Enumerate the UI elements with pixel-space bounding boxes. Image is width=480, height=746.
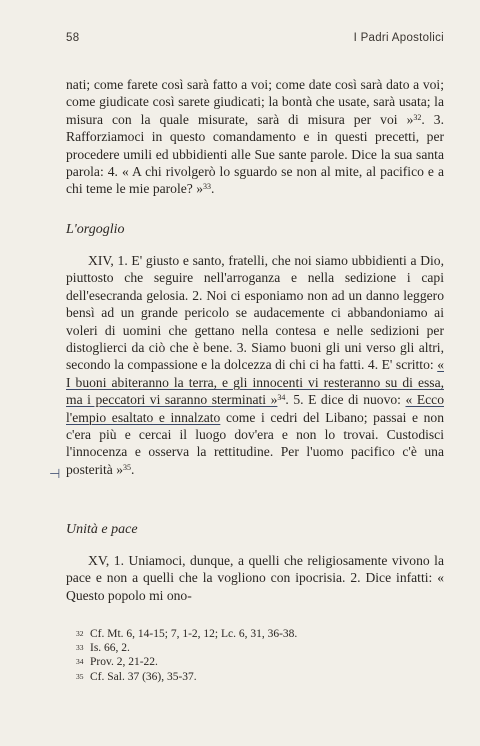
underlined-quote: « I buoni abiteranno la terra, e gli innocenti vi resteranno su di essa, ma i peccatori vi saranno sterminati » [66,357,444,408]
running-title: I Padri Apostolici [353,32,444,44]
paragraph-continuation [66,76,444,198]
footnote-text: Is. 66, 2. [90,642,130,655]
paragraph-text: XV, 1. Uniamoci, dunque, a quelli che religiosamente vivono la pace e non a quelli che la vogliono con ipocrisia. 2. Dice infatti: « Questo popolo mi ono- [66,553,444,603]
paragraph-text: . 5. E dice di nuovo: [285,392,406,408]
paragraph-text: XIV, 1. E' giusto e santo, fratelli, che noi siamo ubbidienti a Dio, piuttosto che seguire nell'arroganza e nella sedizione i capi dell'esecranda gelosia. 2. Noi ci esponiamo non ad un danno leggero bensì ad un grande pericolo se audacemente ci abbandoniamo ai voleri di uomini che gettano nella contesa e nelle sedizioni per distoglierci da ciò che è bene. 3. Siamo buoni gli uni verso gli altri, secondo la compassione e la dolcezza di chi ci ha fatti. 4. E' scritto: [66,253,444,373]
paragraph-text: . [211,181,215,197]
underlined-quote: « Ecco l'empio esaltato e innalzato [66,392,444,425]
footnote-item [76,670,436,684]
footnote-ref: 34 [277,393,286,403]
footnote-number: 32 [76,629,84,638]
footnote-number: 35 [76,671,84,681]
footnote-item [76,627,436,641]
footnote-text: Cf. Mt. 6, 14-15; 7, 1-2, 12; Lc. 6, 31, 36-38. [90,628,298,640]
paragraph-text: . [131,461,135,477]
footnote-ref: 33 [203,182,212,192]
chapter-xiv [66,252,444,478]
paragraph-text: . 3. Rafforziamoci in questo comandamento e in questi precetti, per procedere umili ed ubbidienti alle Sue sante parole. Dice la sua santa parola: 4. « A chi rivolgerò lo sguardo se non al mite, al pacifico e a chi teme le mie parole? » [66,111,444,197]
chapter-xv [66,552,444,604]
footnotes [76,627,436,684]
handwritten-margin-mark: ⊣ [49,467,61,482]
page-number: 58 [66,32,80,44]
footnote-item [76,655,436,669]
page-header [66,32,444,44]
footnote-ref: 32 [413,112,422,122]
footnote-text: Cf. Sal. 37 (36), 35-37. [90,670,197,683]
footnote-ref: 35 [123,462,132,472]
footnote-item [76,641,436,655]
paragraph-text: nati; come farete così sarà fatto a voi; come date così sarà dato a voi; come giudicate così sarete giudicati; la bontà che usate, sarà usata; la misura con la quale misurate, sarà di misura per voi » [66,77,444,127]
section-heading-unita: Unità e pace [66,522,138,537]
section-heading-orgoglio: L'orgoglio [66,222,125,237]
footnote-number: 33 [76,643,84,653]
footnote-text: Prov. 2, 21-22. [90,656,158,669]
paragraph-text: come i cedri del Libano; passai e non c'era più e cercai il luogo dov'era e non lo trovai. Custodisci l'innocenza e osserva la rettitudine. Per l'uomo pacifico c'è una posterità » [66,409,444,477]
footnote-number: 34 [76,657,84,667]
